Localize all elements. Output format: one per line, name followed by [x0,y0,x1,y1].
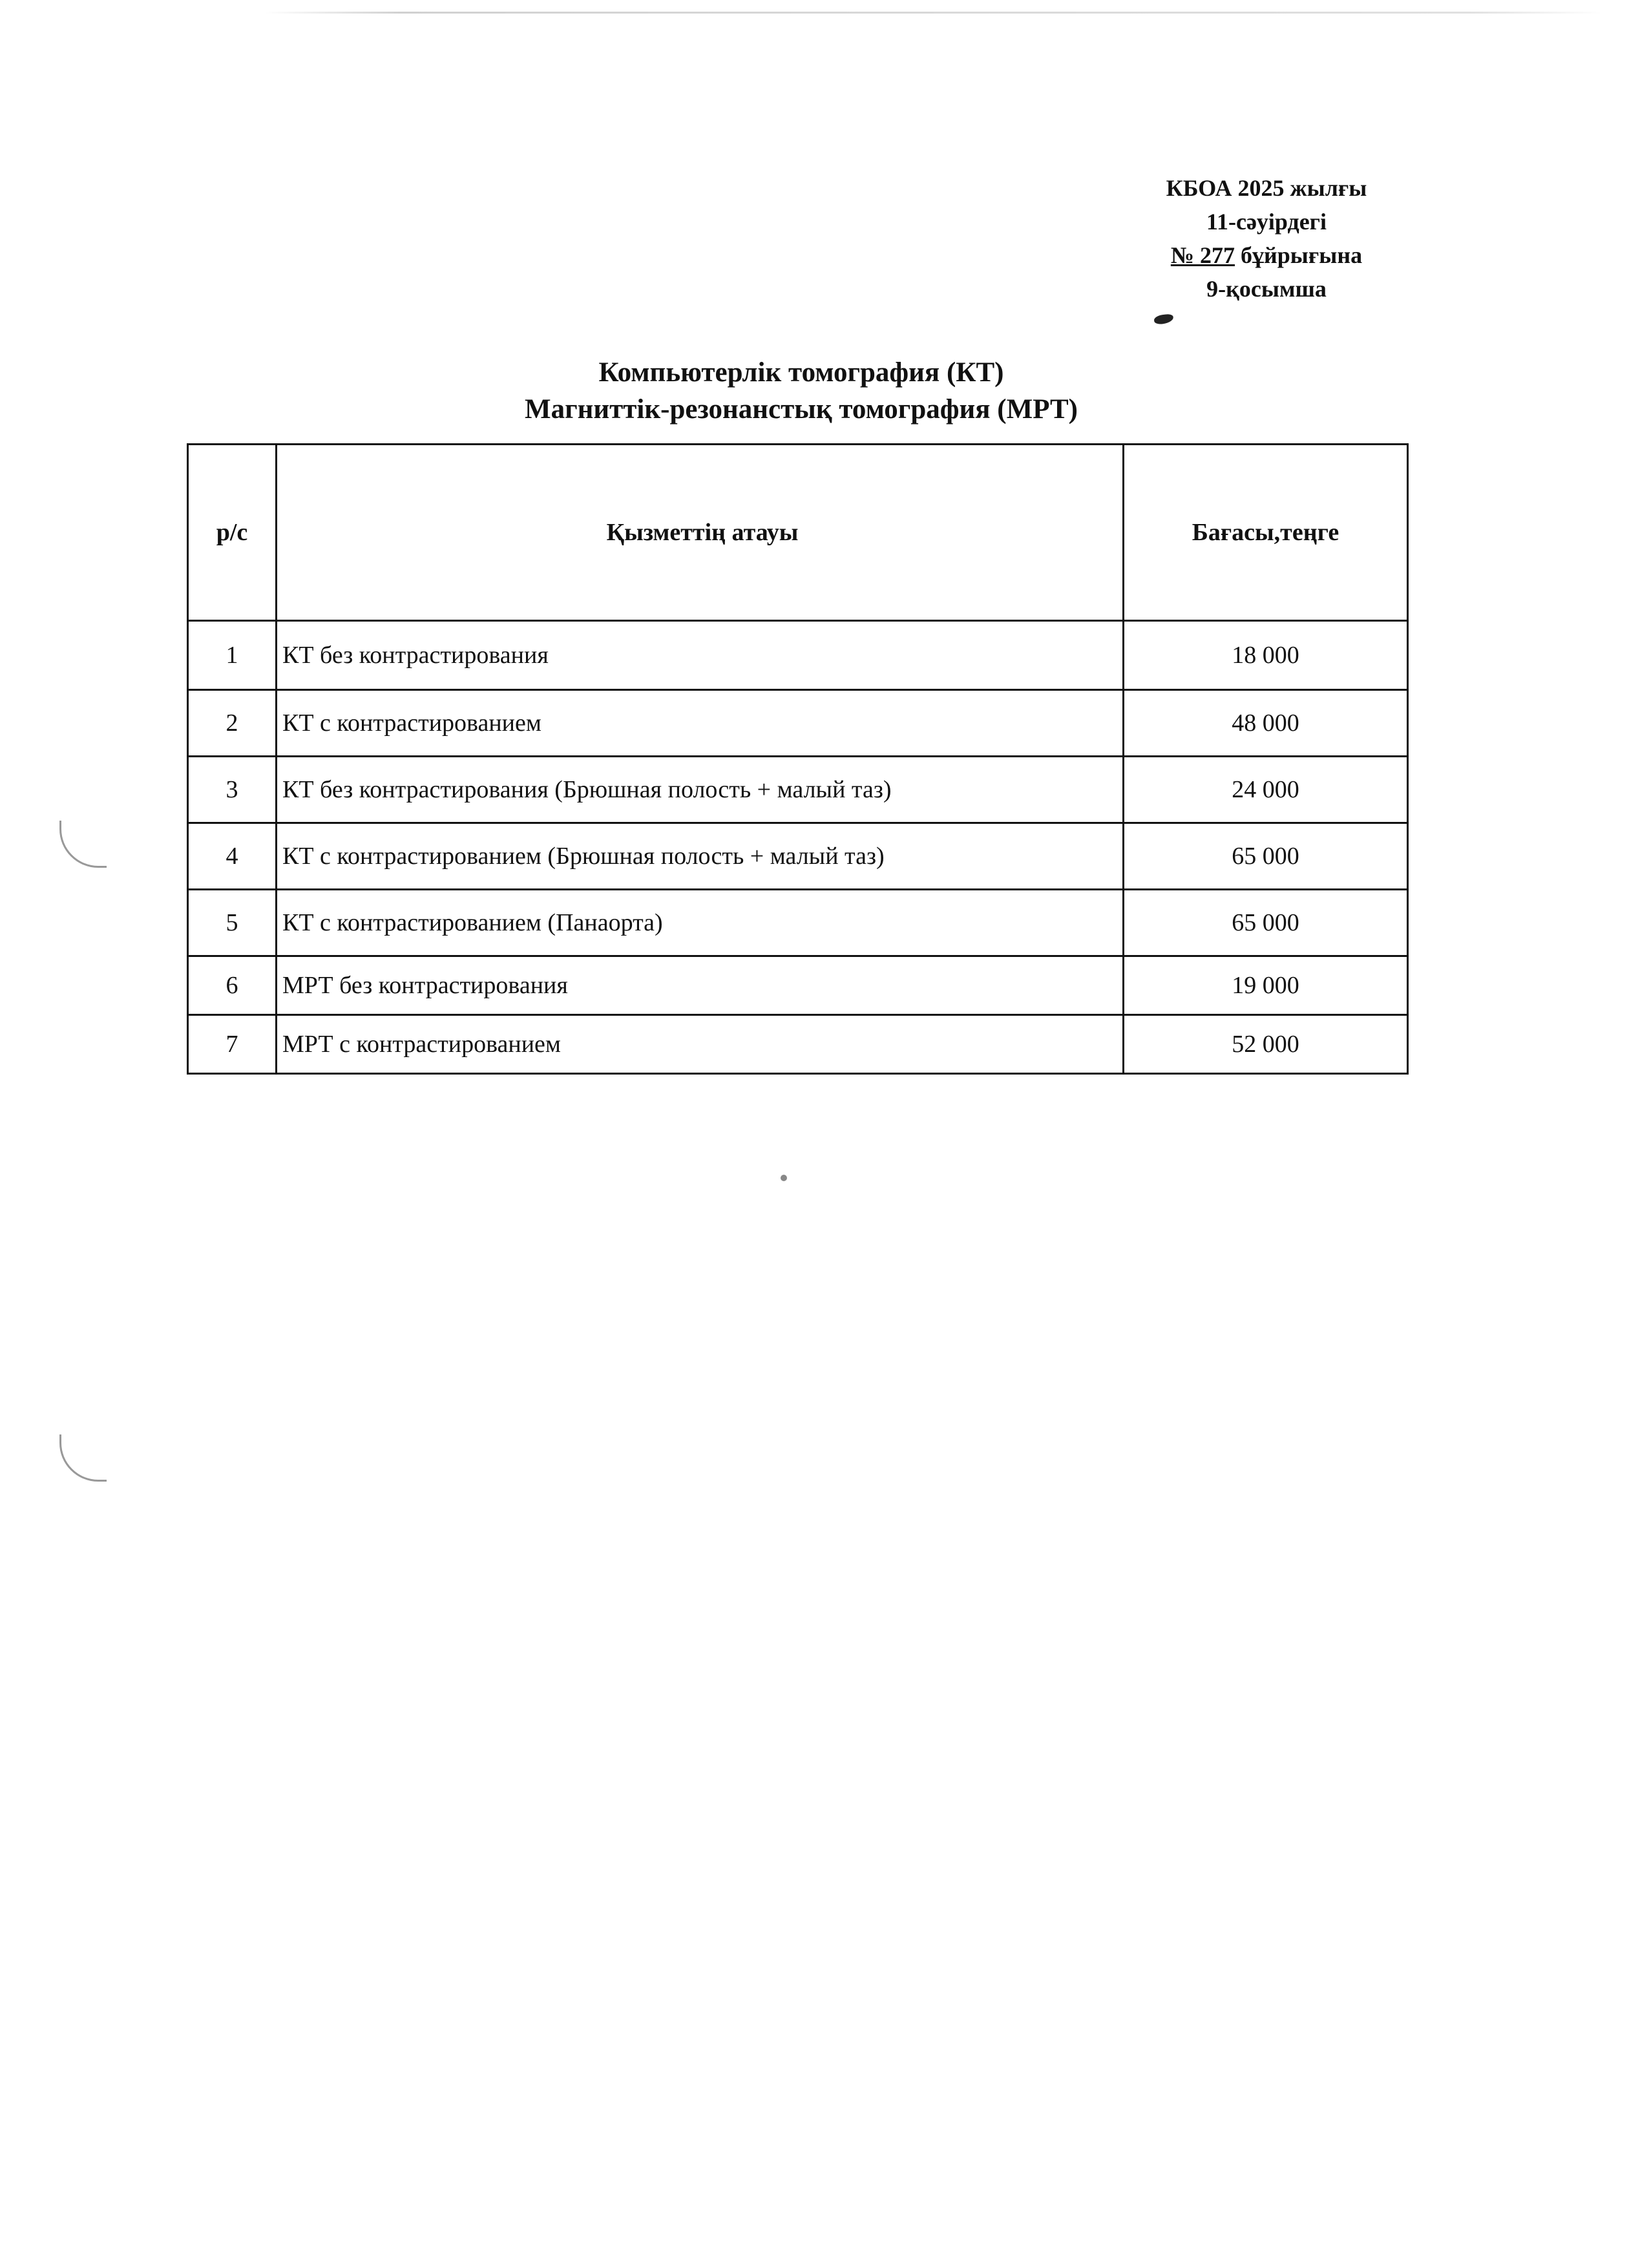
approval-line-4: 9-қосымша [1206,276,1327,302]
ink-blot [1153,313,1174,325]
service-name: КТ с контрастированием (Брюшная полость + малый таз) [277,823,1124,890]
approval-line-1: КБОА 2025 жылғы [1166,175,1367,201]
service-price: 65 000 [1124,890,1408,956]
order-number: № 277 [1170,242,1235,268]
document-title [187,354,1415,428]
scan-edge-line [265,12,1602,14]
header-price: Бағасы,теңге [1124,445,1408,621]
table-header-row [188,445,1408,621]
row-number: 2 [188,690,277,757]
row-number: 6 [188,956,277,1015]
row-number: 1 [188,621,277,690]
table-row [188,956,1408,1015]
title-line-1: Компьютерлік томография (КТ) [598,357,1004,388]
order-label: бұйрығына [1235,242,1363,268]
service-name: КТ без контрастирования [277,621,1124,690]
table-row [188,1015,1408,1074]
service-price: 18 000 [1124,621,1408,690]
title-line-2: Магниттік-резонанстық томография (МРТ) [525,394,1078,425]
table-row [188,757,1408,823]
service-price: 24 000 [1124,757,1408,823]
service-name: МРТ с контрастированием [277,1015,1124,1074]
punch-hole-mark-lower [59,1434,107,1482]
approval-line-2: 11-сәуірдегі [1206,209,1327,235]
service-price: 65 000 [1124,823,1408,890]
table-row [188,890,1408,956]
table-row [188,690,1408,757]
service-name: КТ без контрастирования (Брюшная полость + малый таз) [277,757,1124,823]
service-name: КТ с контрастированием [277,690,1124,757]
row-number: 3 [188,757,277,823]
approval-line-3 [1098,238,1434,272]
table-row [188,621,1408,690]
row-number: 7 [188,1015,277,1074]
service-name: МРТ без контрастирования [277,956,1124,1015]
table-row [188,823,1408,890]
row-number: 5 [188,890,277,956]
approval-stamp-text [1098,171,1434,306]
header-number: р/с [188,445,277,621]
header-service-name: Қызметтің атауы [277,445,1124,621]
service-name: КТ с контрастированием (Панаорта) [277,890,1124,956]
service-price: 19 000 [1124,956,1408,1015]
price-table [187,443,1409,1075]
service-price: 48 000 [1124,690,1408,757]
punch-hole-mark-upper [59,821,107,868]
row-number: 4 [188,823,277,890]
service-price: 52 000 [1124,1015,1408,1074]
scan-speck [781,1175,787,1181]
